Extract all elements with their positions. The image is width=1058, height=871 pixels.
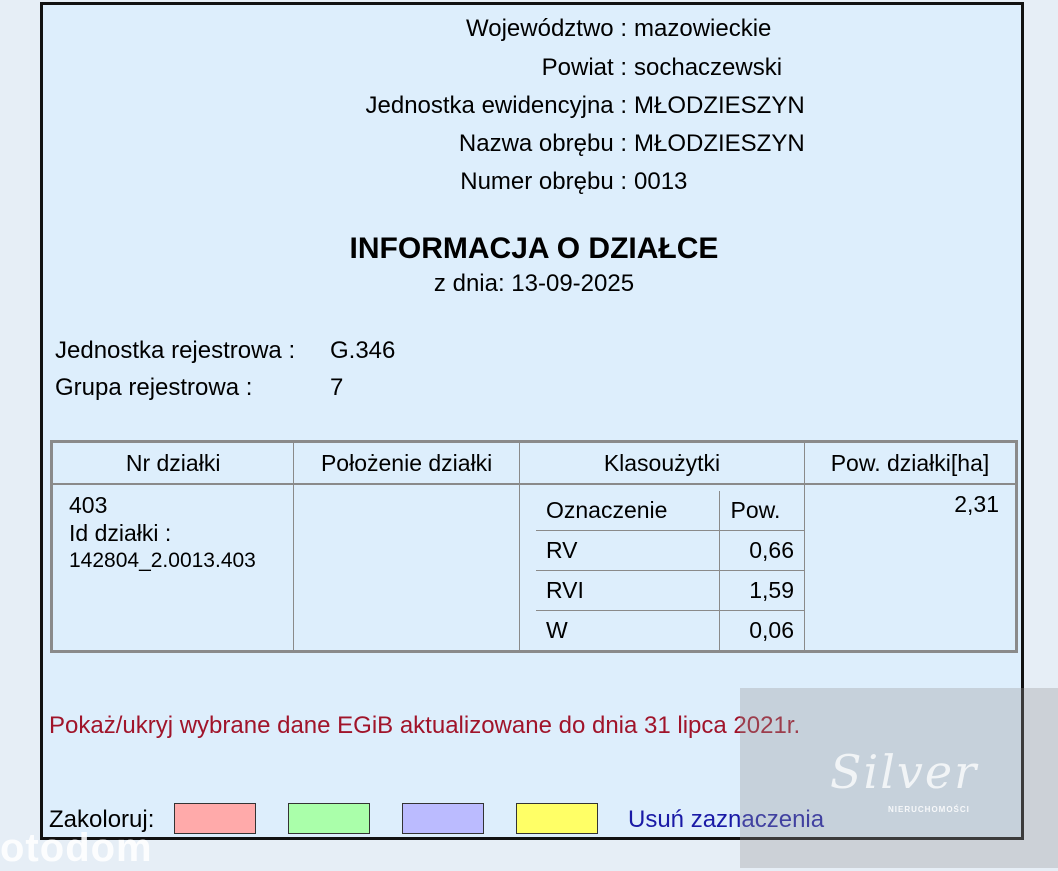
nazwa-obrebu-label: Nazwa obrębu :: [458, 130, 627, 157]
klasouzytki-table: [536, 491, 804, 650]
header-klasouzytki: Klasoużytki: [519, 442, 804, 485]
header-pow-dzialki: Pow. działki[ha]: [804, 442, 1016, 485]
klasouzytki-cell: [519, 484, 804, 652]
clear-selection-link[interactable]: Usuń zaznaczenia: [628, 806, 825, 833]
wojewodztwo-label: Województwo :: [466, 15, 627, 42]
parcel-table: [50, 440, 1018, 653]
table-row: [536, 571, 804, 611]
parcel-id-label: Id działki :: [69, 520, 172, 546]
klasouzytki-header-pow: Pow.: [720, 491, 804, 531]
page-title: INFORMACJA O DZIAŁCE: [349, 232, 719, 265]
jednostka-ewidencyjna-label: Jednostka ewidencyjna :: [365, 92, 627, 119]
color-swatch-red[interactable]: [174, 803, 256, 834]
grupa-rejestrowa-label: Grupa rejestrowa :: [55, 374, 253, 401]
silver-watermark-logo: Silver: [830, 745, 979, 799]
color-swatch-yellow[interactable]: [516, 803, 598, 834]
jednostka-rejestrowa-label: Jednostka rejestrowa :: [55, 337, 296, 364]
klasouzytki-header-row: [536, 491, 804, 531]
grupa-rejestrowa-row: [55, 374, 344, 402]
pow-dzialki-value: 2,31: [954, 491, 999, 517]
powiat-value: sochaczewski: [634, 54, 783, 81]
header-nr-dzialki: Nr działki: [52, 442, 294, 485]
show-hide-egib-link[interactable]: Pokaż/ukryj wybrane dane EGiB aktualizowane do dnia 31 lipca 2021r.: [49, 712, 801, 739]
grupa-rejestrowa-value: 7: [330, 374, 344, 401]
numer-obrebu-label: Numer obrębu :: [460, 168, 627, 195]
nazwa-obrebu-row: [0, 129, 1058, 159]
nazwa-obrebu-value: MŁODZIESZYN: [634, 130, 805, 157]
parcel-table-header: [52, 442, 1017, 485]
otodom-watermark-logo: otodom: [0, 826, 153, 870]
numer-obrebu-value: 0013: [634, 168, 688, 195]
klasouzytek-pow: 0,06: [720, 611, 804, 651]
numer-obrebu-row: [0, 167, 1058, 197]
color-swatch-green[interactable]: [288, 803, 370, 834]
parcel-number: 403: [69, 492, 108, 518]
klasouzytek-oznaczenie: RVI: [536, 571, 720, 611]
table-row: [536, 611, 804, 651]
klasouzytki-header-oznaczenie: Oznaczenie: [536, 491, 720, 531]
klasouzytek-oznaczenie: W: [545, 617, 568, 643]
jednostka-ewidencyjna-row: [0, 91, 1058, 121]
powiat-label: Powiat :: [541, 54, 627, 81]
powiat-row: [0, 53, 1058, 83]
nr-dzialki-cell: [52, 484, 294, 652]
jednostka-ewidencyjna-value: MŁODZIESZYN: [634, 92, 805, 119]
color-swatch-blue[interactable]: [402, 803, 484, 834]
klasouzytek-pow: 1,59: [720, 571, 804, 611]
jednostka-rejestrowa-row: [55, 337, 396, 365]
wojewodztwo-row: [0, 14, 1058, 44]
klasouzytek-oznaczenie: RV: [536, 531, 720, 571]
klasouzytek-pow: 0,66: [720, 531, 804, 571]
parcel-id-value: 142804_2.0013.403: [69, 549, 256, 572]
wojewodztwo-value: mazowieckie: [634, 15, 772, 42]
header-polozenie-dzialki: Położenie działki: [294, 442, 520, 485]
jednostka-rejestrowa-value: G.346: [330, 337, 396, 364]
colorize-label: Zakoloruj:: [49, 806, 155, 833]
table-row: [52, 484, 1017, 652]
table-row: [536, 531, 804, 571]
page-subtitle: z dnia: 13-09-2025: [433, 270, 635, 297]
polozenie-dzialki-cell: [294, 484, 520, 652]
silver-watermark-subtitle: NIERUCHOMOŚCI: [888, 805, 970, 814]
pow-dzialki-cell: [804, 484, 1016, 652]
